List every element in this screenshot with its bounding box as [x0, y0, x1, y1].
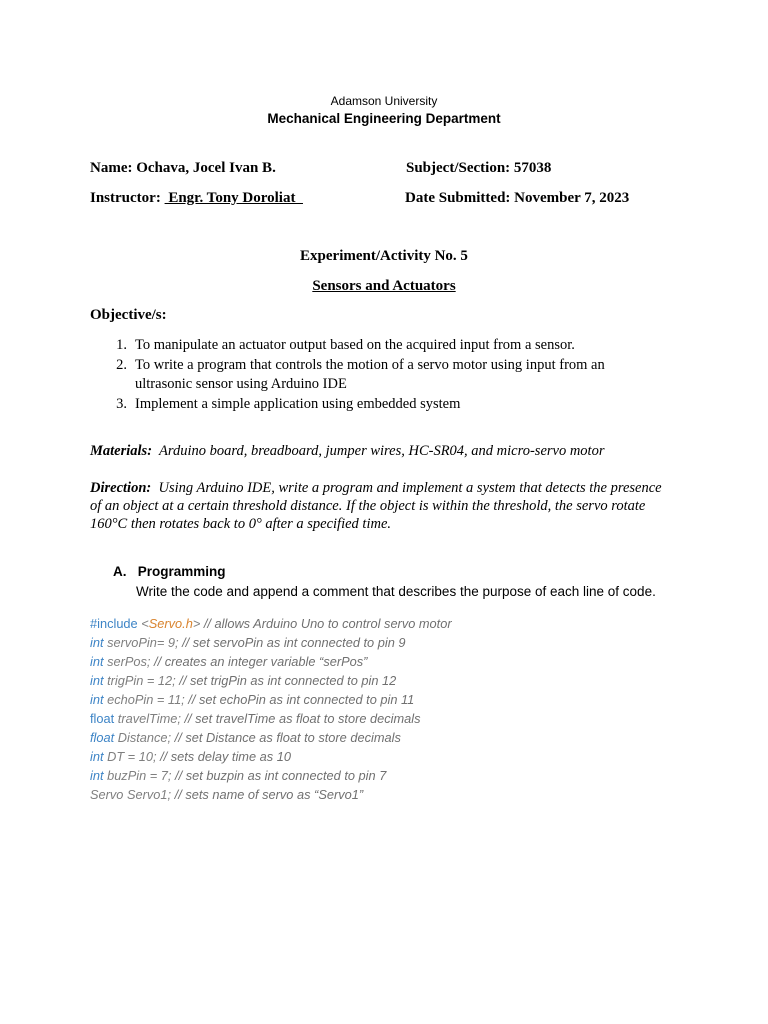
direction-label: Direction: — [90, 480, 152, 496]
list-item-number: 3. — [116, 395, 127, 412]
code-line — [90, 766, 452, 785]
code-line — [90, 633, 452, 652]
code-comment: // set buzpin as int connected to pin 7 — [171, 768, 387, 783]
list-item-text: To write a program that controls the motion of a servo motor using input from an ultrasonic sensor using Arduino IDE — [135, 356, 605, 392]
instructor-field — [90, 190, 303, 207]
university-name: Adamson University — [330, 94, 438, 108]
code-text: Servo Servo1; — [90, 787, 172, 802]
code-include-file: Servo.h — [148, 616, 193, 631]
code-text: serPos; — [103, 654, 151, 669]
direction-text: Using Arduino IDE, write a program and implement a system that detects the presence of an object at a certain threshold distance. If the object is within the threshold, the servo rotate 160°C then rotates back to 0° after a specified time. — [90, 480, 662, 532]
code-text: travelTime; — [114, 711, 181, 726]
code-keyword: int — [90, 749, 104, 764]
subject-section: Subject/Section: 57038 — [406, 160, 552, 176]
code-line — [90, 747, 452, 766]
list-item — [90, 356, 650, 395]
experiment-title: Sensors and Actuators — [312, 278, 456, 294]
code-comment: // set travelTime as float to store decimals — [180, 711, 421, 726]
code-line — [90, 690, 452, 709]
date-value: November 7, 2023 — [514, 190, 630, 206]
code-text: > — [192, 616, 201, 631]
code-comment: // set echoPin as int connected to pin 11 — [184, 692, 415, 707]
student-name: Name: Ochava, Jocel Ivan B. — [90, 160, 276, 176]
experiment-number: Experiment/Activity No. 5 — [300, 248, 468, 264]
date-field — [405, 190, 629, 207]
code-comment: // set servoPin as int connected to pin 9 — [178, 635, 406, 650]
code-comment: // sets name of servo as “Servo1” — [171, 787, 364, 802]
code-text: buzPin = 7; — [103, 768, 172, 783]
list-item-number: 1. — [116, 337, 127, 353]
code-text: < — [137, 616, 149, 631]
materials-label: Materials: — [90, 443, 153, 459]
list-item-number: 2. — [116, 356, 127, 373]
code-line — [90, 671, 452, 690]
objectives-heading: Objective/s: — [90, 307, 167, 323]
section-a-description: Write the code and append a comment that describes the purpose of each line of code. — [136, 584, 656, 599]
department-name: Mechanical Engineering Department — [267, 111, 501, 126]
section-a-heading: A. Programming — [113, 564, 226, 579]
code-text: servoPin= 9; — [103, 635, 179, 650]
direction-paragraph — [90, 479, 665, 533]
objectives-list — [90, 336, 650, 414]
code-comment: // creates an integer variable “serPos” — [150, 654, 368, 669]
materials-text: Arduino board, breadboard, jumper wires, HC-SR04, and micro-servo motor — [159, 443, 605, 459]
code-keyword: #include — [90, 616, 138, 631]
code-line — [90, 728, 452, 747]
code-keyword: float — [90, 730, 115, 745]
code-comment: // sets delay time as 10 — [156, 749, 291, 764]
code-keyword: int — [90, 654, 104, 669]
code-text: trigPin = 12; — [103, 673, 176, 688]
code-keyword: int — [90, 692, 104, 707]
code-comment: // allows Arduino Uno to control servo motor — [200, 616, 452, 631]
code-comment: // set trigPin as int connected to pin 12 — [175, 673, 397, 688]
code-block — [90, 614, 452, 804]
date-label: Date Submitted: — [405, 190, 511, 206]
list-item-text: Implement a simple application using embedded system — [135, 395, 461, 412]
list-item — [90, 395, 650, 415]
materials-paragraph — [90, 443, 690, 460]
code-text: DT = 10; — [103, 749, 157, 764]
code-keyword: int — [90, 768, 104, 783]
code-line — [90, 652, 452, 671]
list-item-text: To manipulate an actuator output based on the acquired input from a sensor. — [135, 337, 575, 353]
code-text: echoPin = 11; — [103, 692, 185, 707]
code-keyword: float — [90, 711, 115, 726]
code-line — [90, 614, 452, 633]
instructor-label: Instructor: — [90, 190, 161, 206]
code-line — [90, 709, 452, 728]
code-text: Distance; — [114, 730, 172, 745]
instructor-value: Engr. Tony Doroliat — [164, 190, 303, 206]
list-item — [90, 336, 650, 356]
code-line — [90, 785, 452, 804]
code-comment: // set Distance as float to store decimals — [171, 730, 401, 745]
code-keyword: int — [90, 635, 104, 650]
code-keyword: int — [90, 673, 104, 688]
